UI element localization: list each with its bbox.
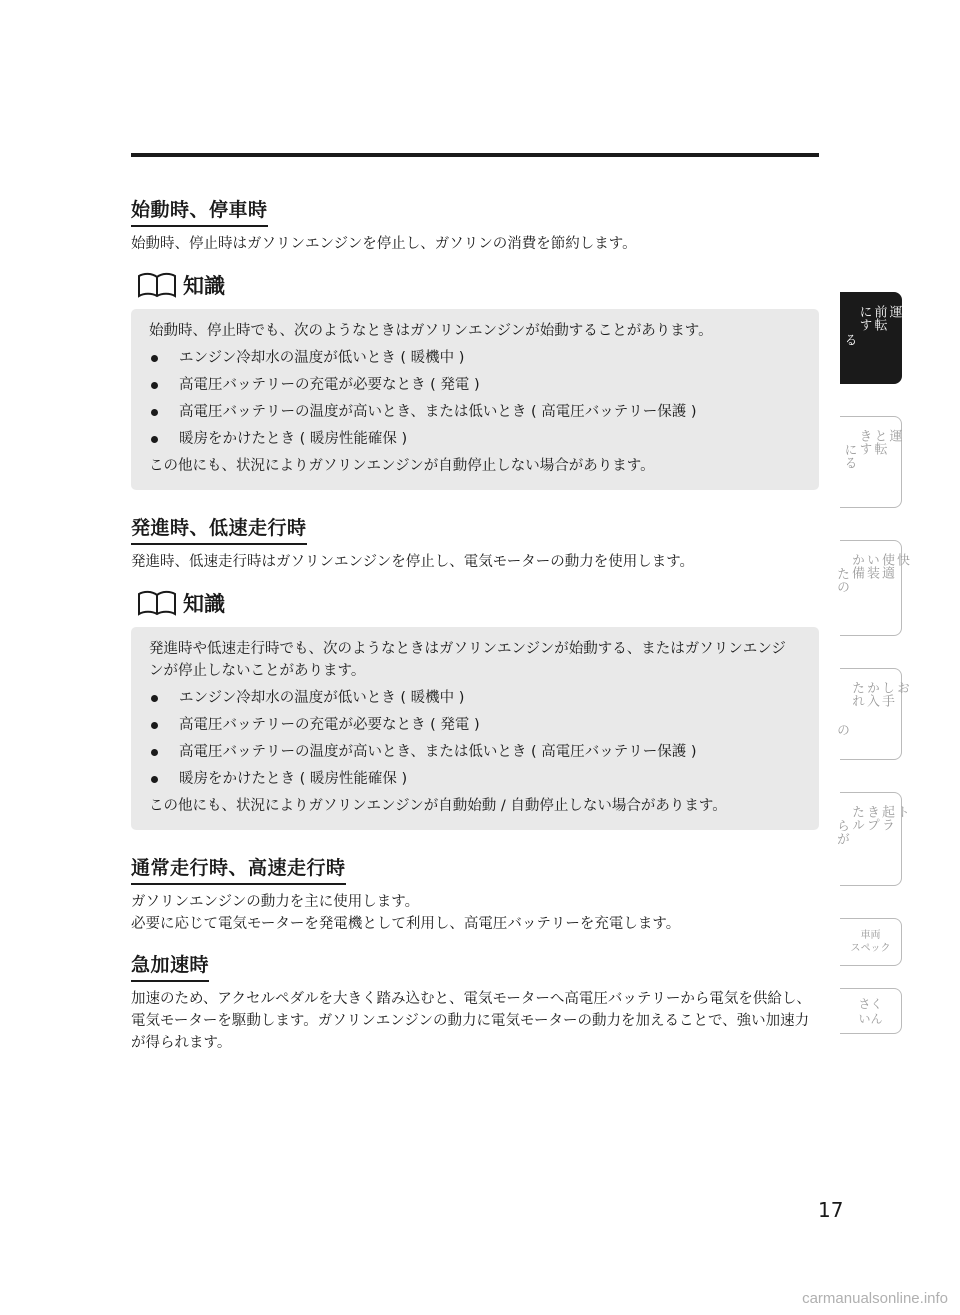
knowledge-tail: この他にも、状況によりガソリンエンジンが自動停止しない場合があります。 — [149, 458, 655, 474]
knowledge-list — [149, 347, 799, 450]
section-body-1: ガソリンエンジンの動力を主に使用します。 — [131, 894, 420, 910]
knowledge-lead: 発進時や低速走行時でも、次のようなときはガソリンエンジンが始動する、またはガソリンエンジンが停止しないことがあります。 — [149, 641, 786, 679]
footer-watermark: carmanualsonline.info — [802, 1290, 948, 1307]
tab-vehicle-specs[interactable]: 車両 スペック — [840, 918, 902, 966]
section-body: 発進時、低速走行時はガソリンエンジンを停止し、電気モーターの動力を使用します。 — [131, 554, 695, 570]
list-item: 高電圧バッテリーの充電が必要なとき ( 発電 ) — [149, 374, 799, 396]
list-item: エンジン冷却水の温度が低いとき ( 暖機中 ) — [149, 347, 799, 369]
section-accel — [131, 951, 819, 1054]
list-item: 暖房をかけたとき ( 暖房性能確保 ) — [149, 768, 799, 790]
section-title: 急加速時 — [131, 951, 209, 982]
knowledge-box — [131, 627, 819, 830]
section-lowspeed — [131, 514, 819, 830]
section-title: 発進時、低速走行時 — [131, 514, 307, 545]
knowledge-header — [137, 587, 819, 619]
tab-when-driving[interactable]: 運 と転 きす にる — [840, 416, 902, 508]
knowledge-list — [149, 687, 799, 790]
section-body: 加速のため、アクセルペダルを大きく踏み込むと、電気モーターへ高電圧バッテリーから電気を供給し、電気モーターを駆動します。ガソリンエンジンの動力に電気モーターの動力を加えることで、強い加速力が得られます。 — [131, 991, 811, 1051]
knowledge-header — [137, 269, 819, 301]
knowledge-tail: この他にも、状況によりガソリンエンジンが自動始動 / 自動停止しない場合があります。 — [149, 798, 727, 814]
page-content — [131, 196, 819, 1054]
knowledge-box — [131, 309, 819, 490]
section-body: 始動時、停止時はガソリンエンジンを停止し、ガソリンの消費を節約します。 — [131, 236, 637, 252]
list-item: 暖房をかけたとき ( 暖房性能確保 ) — [149, 428, 799, 450]
tab-index[interactable]: さく いん — [840, 988, 902, 1034]
tab-trouble[interactable]: ト 起ラ きプ たル らが — [840, 792, 902, 886]
top-rule — [131, 153, 819, 157]
knowledge-title: 知識 — [183, 274, 225, 298]
tab-before-driving[interactable]: 運 前転 にす る — [840, 292, 902, 384]
section-title: 始動時、停車時 — [131, 196, 268, 227]
knowledge-title: 知識 — [183, 592, 225, 616]
tab-maintenance[interactable]: お し手 か入 たれ の — [840, 668, 902, 760]
section-start — [131, 196, 819, 490]
list-item: 高電圧バッテリーの充電が必要なとき ( 発電 ) — [149, 714, 799, 736]
book-icon — [137, 590, 177, 616]
page-number: 17 — [818, 1198, 844, 1222]
tab-comfort-equipment[interactable]: 快 使適 い装 か備 たの — [840, 540, 902, 636]
list-item: エンジン冷却水の温度が低いとき ( 暖機中 ) — [149, 687, 799, 709]
section-title: 通常走行時、高速走行時 — [131, 854, 346, 885]
section-body-2: 必要に応じて電気モーターを発電機として利用し、高電圧バッテリーを充電します。 — [131, 916, 681, 932]
knowledge-lead: 始動時、停止時でも、次のようなときはガソリンエンジンが始動することがあります。 — [149, 323, 713, 339]
section-normal — [131, 854, 819, 935]
book-icon — [137, 272, 177, 298]
list-item: 高電圧バッテリーの温度が高いとき、または低いとき ( 高電圧バッテリー保護 ) — [149, 741, 799, 763]
list-item: 高電圧バッテリーの温度が高いとき、または低いとき ( 高電圧バッテリー保護 ) — [149, 401, 799, 423]
